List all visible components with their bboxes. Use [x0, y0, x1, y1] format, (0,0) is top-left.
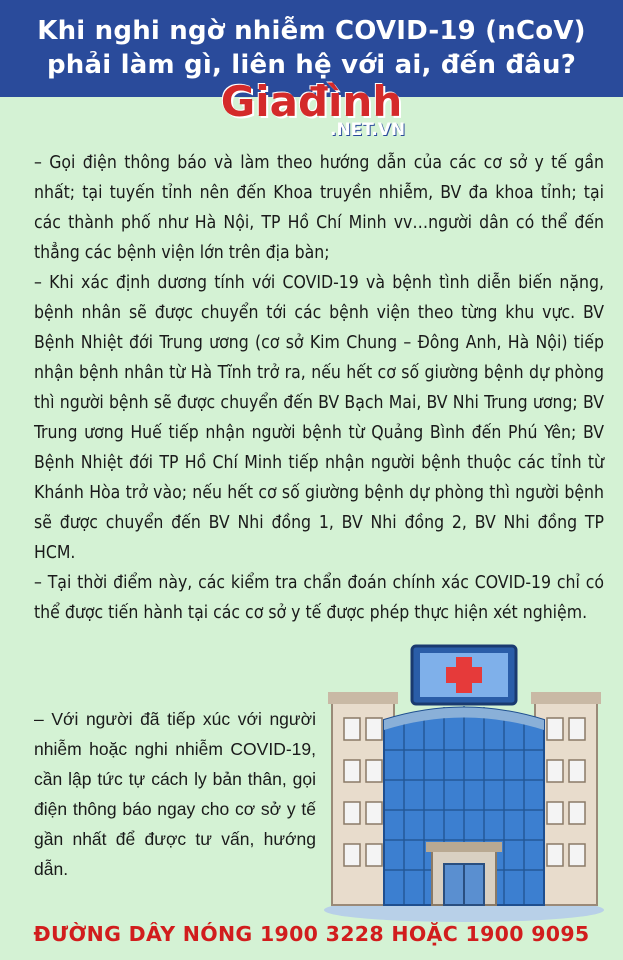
logo-brand: Giađình	[220, 77, 403, 126]
paragraph-contact: – Gọi điện thông báo và làm theo hướng dẫn của các cơ sở y tế gần nhất; tại tuyến tỉnh nên đến Khoa truyền nhiễm, BV đa khoa tỉnh; tại các thành phố như Hà Nội, TP Hồ Chí Minh vv…người dân có thể đến thẳng các bệnh viện lớn trên địa bàn;	[34, 153, 604, 263]
paragraph-transfer: – Khi xác định dương tính với COVID-19 và bệnh tình diễn biến nặng, bệnh nhân sẽ được chuyển tới các bệnh viện theo từng khu vực. BV Bệnh Nhiệt đới Trung ương (cơ sở Kim Chung – Đông Anh, Hà Nội) tiếp nhận bệnh nhân từ Hà Tĩnh trở ra, nếu hết cơ số giường bệnh dự phòng thì người bệnh sẽ được chuyển đến BV Bạch Mai, BV Nhi Trung ương; BV Trung ương Huế tiếp nhận người bệnh từ Quảng Bình đến Phú Yên; BV Bệnh Nhiệt đới TP Hồ Chí Minh tiếp nhận người bệnh thuộc các tỉnh từ Khánh Hòa trở vào; nếu hết cơ số giường bệnh dự phòng thì người bệnh sẽ được chuyển đến BV Nhi đồng 1, BV Nhi đồng 2, BV Nhi đồng TP HCM.	[34, 273, 604, 563]
title-line-1: Khi nghi ngờ nhiễm COVID-19 (nCoV)	[37, 16, 586, 46]
hospital-illustration	[322, 640, 607, 922]
title-line-2: phải làm gì, liên hệ với ai, đến đâu?	[46, 50, 576, 80]
logo-domain: .NET.VN	[330, 120, 406, 140]
paragraph-testing: – Tại thời điểm này, các kiểm tra chẩn đoán chính xác COVID-19 chỉ có thể được tiến hành tại các cơ sở y tế được phép thực hiện xét nghiệm.	[34, 573, 604, 623]
site-logo	[0, 77, 623, 140]
side-note: – Với người đã tiếp xúc với người nhiễm hoặc nghi nhiễm COVID-19, cần lập tức tự cách ly bản thân, gọi điện thông báo ngay cho cơ sở y tế gần nhất để được tư vấn, hướng dẫn.	[34, 709, 316, 879]
main-content	[34, 148, 604, 628]
hotline-text: ĐƯỜNG DÂY NÓNG 1900 3228 HOẶC 1900 9095	[33, 922, 590, 946]
